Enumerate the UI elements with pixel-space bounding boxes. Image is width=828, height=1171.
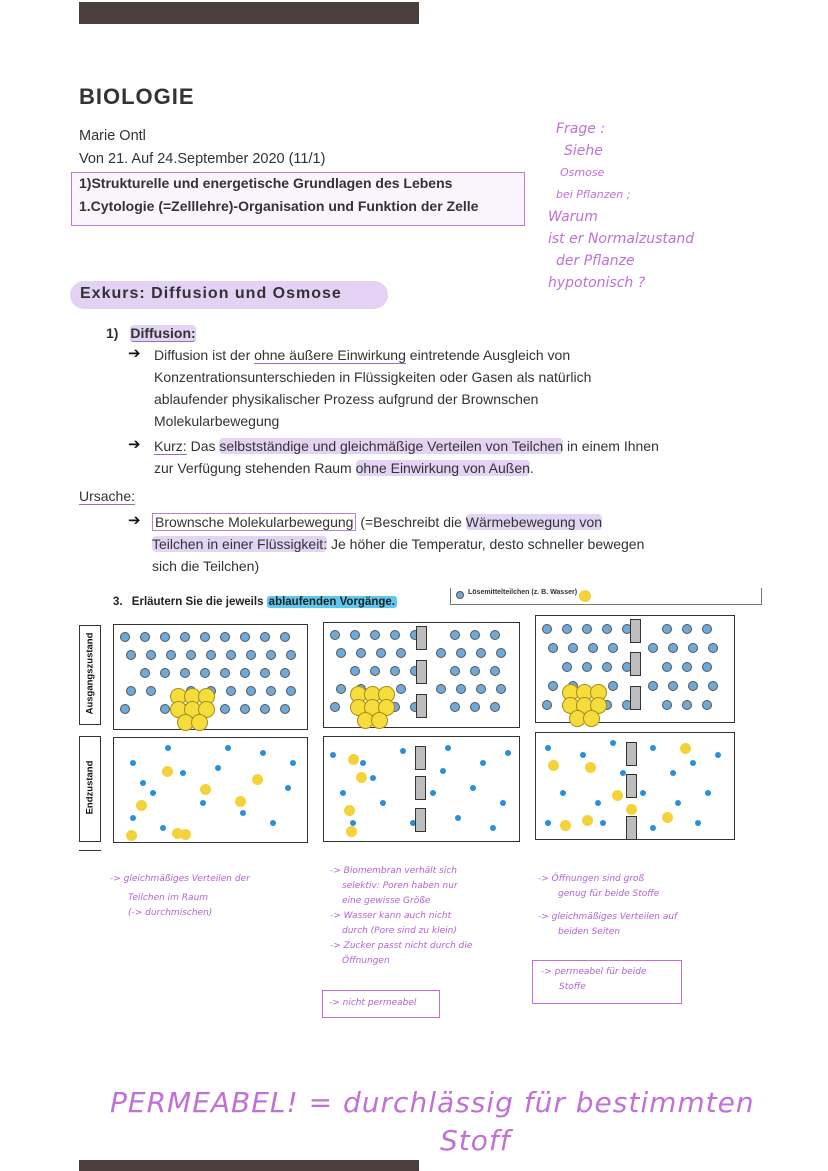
topic-line-2: 1.Cytologie (=Zelllehre)-Organisation und Funktion der Zelle — [79, 198, 479, 214]
solvent-particle — [496, 648, 506, 658]
solvent-particle — [370, 775, 376, 781]
membrane-segment — [416, 660, 427, 684]
diffusion-short — [154, 435, 774, 479]
side-note-line: ist er Normalzustand — [548, 231, 695, 247]
list-number: 1) — [106, 325, 119, 341]
solvent-particle — [608, 643, 618, 653]
highlight-text: Wärmebewegung von — [465, 514, 602, 530]
solvent-particle — [266, 650, 276, 660]
legend-text: Lösemittelteilchen (z. B. Wasser) — [468, 589, 578, 596]
solvent-particle — [286, 686, 296, 696]
side-note-line: hypotonisch ? — [548, 275, 646, 291]
divider — [79, 850, 101, 851]
task-highlight: ablaufenden Vorgänge. — [268, 596, 395, 608]
solvent-particle — [496, 684, 506, 694]
solvent-particle — [165, 745, 171, 751]
solvent-particle — [246, 650, 256, 660]
footer-note-line-1: PERMEABEL! = durchlässig für bestimmten — [110, 1086, 755, 1119]
solvent-particle — [668, 681, 678, 691]
note-col-1 — [110, 872, 310, 921]
solvent-particle — [545, 745, 551, 751]
solvent-particle — [146, 686, 156, 696]
diffusion-definition — [154, 344, 754, 432]
solvent-particle — [445, 745, 451, 751]
solvent-particle — [490, 825, 496, 831]
sugar-particle — [585, 762, 596, 773]
solvent-particle — [490, 630, 500, 640]
sugar-particle — [348, 754, 359, 765]
solvent-particle — [682, 662, 692, 672]
solvent-particle — [266, 686, 276, 696]
solvent-particle — [380, 800, 386, 806]
solvent-particle — [160, 704, 170, 714]
highlight-text: ohne Einwirkung von Außen — [355, 460, 530, 476]
text: Molekularbewegung — [154, 413, 280, 429]
solvent-particle — [450, 702, 460, 712]
sugar-particle — [582, 815, 593, 826]
solvent-particle — [548, 643, 558, 653]
sugar-particle — [346, 826, 357, 837]
text: (=Beschreibt die — [356, 514, 466, 530]
side-note — [548, 118, 694, 294]
solvent-particle — [650, 745, 656, 751]
solvent-particle — [476, 648, 486, 658]
note-line: genug für beide Stoffe — [558, 889, 660, 899]
sugar-particle — [136, 800, 147, 811]
solvent-particle — [562, 662, 572, 672]
solvent-particle — [370, 630, 380, 640]
solvent-particle — [370, 666, 380, 676]
arrow-icon: ➔ — [128, 345, 141, 362]
note-line: eine gewisse Größe — [342, 896, 431, 906]
solvent-particle — [400, 748, 406, 754]
solvent-particle — [130, 760, 136, 766]
solvent-particle — [396, 648, 406, 658]
note-line: -> Biomembran verhält sich — [330, 866, 457, 876]
side-note-line: Siehe — [564, 143, 603, 159]
text: eintretende Ausgleich von — [405, 347, 571, 363]
solvent-particle — [350, 666, 360, 676]
sugar-particle — [560, 820, 571, 831]
solvent-particle — [562, 624, 572, 634]
note-box-col-2 — [322, 990, 440, 1018]
solvent-particle — [548, 681, 558, 691]
label-box — [79, 736, 101, 842]
page-title: BIOLOGIE — [79, 84, 195, 109]
ursache-text-block — [152, 511, 772, 577]
note-line: beiden Seiten — [558, 927, 621, 937]
note-box-col-3 — [532, 960, 682, 1004]
arrow-icon: ➔ — [128, 436, 141, 453]
solvent-particle — [220, 668, 230, 678]
note-line: Stoffe — [559, 982, 586, 992]
sugar-particle — [235, 796, 246, 807]
solvent-particle — [200, 668, 210, 678]
solvent-particle — [702, 662, 712, 672]
solvent-particle — [130, 815, 136, 821]
membrane-segment — [415, 776, 426, 800]
membrane-segment — [630, 686, 641, 710]
solvent-particle — [336, 684, 346, 694]
note-line: durch (Pore sind zu klein) — [342, 926, 457, 936]
solvent-particle — [140, 632, 150, 642]
solvent-particle — [480, 760, 486, 766]
solvent-particle — [280, 668, 290, 678]
solvent-particle — [662, 662, 672, 672]
text: ablaufender physikalischer Prozess aufgrund der Brownschen — [154, 391, 539, 407]
diffusion-title: Diffusion: — [130, 325, 196, 341]
solvent-particle — [215, 765, 221, 771]
solvent-particle — [225, 745, 231, 751]
solvent-particle — [280, 704, 290, 714]
solvent-particle — [470, 666, 480, 676]
solvent-particle — [705, 790, 711, 796]
solvent-particle — [542, 700, 552, 710]
note-line: (-> durchmischen) — [128, 908, 213, 918]
solvent-particle — [470, 630, 480, 640]
text: zur Verfügung stehenden Raum — [154, 460, 356, 476]
sugar-particle — [626, 804, 637, 815]
solvent-particle — [470, 702, 480, 712]
note-line: -> permeabel für beide — [541, 967, 647, 977]
note-line: -> Öffnungen sind groß — [538, 874, 645, 884]
solvent-particle — [455, 815, 461, 821]
solvent-particle — [690, 760, 696, 766]
solvent-particle — [560, 790, 566, 796]
text: Diffusion ist der — [154, 347, 255, 363]
solvent-particle — [588, 643, 598, 653]
sugar-particle — [612, 790, 623, 801]
note-line: -> nicht permeabel — [329, 998, 417, 1008]
solvent-particle — [695, 820, 701, 826]
solvent-particle — [160, 825, 166, 831]
solvent-particle — [476, 684, 486, 694]
solvent-particle — [200, 800, 206, 806]
solvent-particle — [436, 648, 446, 658]
solvent-particle — [220, 632, 230, 642]
solvent-particle — [682, 700, 692, 710]
solvent-particle — [436, 684, 446, 694]
row-label-start: Ausgangszustand — [84, 632, 96, 715]
task-text: Erläutern Sie die jeweils — [131, 596, 267, 608]
side-note-line: bei Pflanzen ; — [556, 188, 631, 201]
solvent-particle — [650, 825, 656, 831]
solvent-particle — [146, 650, 156, 660]
note-line: -> gleichmäßiges Verteilen der — [110, 874, 250, 884]
solvent-particle — [608, 681, 618, 691]
solvent-particle — [456, 648, 466, 658]
solvent-particle — [450, 666, 460, 676]
solvent-particle — [330, 702, 340, 712]
label-box — [79, 625, 101, 725]
diffusion-heading — [106, 322, 196, 344]
solvent-particle — [180, 668, 190, 678]
text: sich die Teilchen) — [152, 558, 260, 574]
sugar-particle — [191, 714, 208, 731]
solvent-particle — [708, 643, 718, 653]
sugar-particle — [180, 829, 191, 840]
solvent-legend-dot — [456, 591, 464, 599]
solvent-particle — [336, 648, 346, 658]
solvent-particle — [290, 760, 296, 766]
top-bar — [79, 2, 419, 24]
membrane-segment — [415, 746, 426, 770]
figure-task — [113, 596, 397, 608]
sugar-particle — [371, 712, 388, 729]
solvent-particle — [200, 632, 210, 642]
solvent-particle — [568, 643, 578, 653]
sugar-particle — [548, 760, 559, 771]
note-line: Teilchen im Raum — [128, 893, 209, 903]
solvent-particle — [595, 800, 601, 806]
text: Konzentrationsunterschieden in Flüssigkeiten oder Gasen als natürlich — [154, 369, 592, 385]
section-title: Exkurs: Diffusion und Osmose — [80, 285, 342, 302]
legend-box — [450, 588, 762, 605]
solvent-particle — [350, 630, 360, 640]
solvent-particle — [186, 650, 196, 660]
author: Marie Ontl — [79, 128, 146, 144]
task-number: 3. — [113, 596, 123, 608]
highlight-text: selbstständige und gleichmäßige Verteilen von Teilchen — [219, 438, 564, 454]
sugar-particle — [356, 772, 367, 783]
solvent-particle — [396, 684, 406, 694]
solvent-particle — [470, 785, 476, 791]
solvent-particle — [220, 704, 230, 714]
date: Von 21. Auf 24.September 2020 (11/1) — [79, 151, 326, 167]
solvent-particle — [708, 681, 718, 691]
text: Je höher die Temperatur, desto schneller bewegen — [327, 536, 645, 552]
membrane-segment — [416, 626, 427, 650]
boxed-term: Brownsche Molekularbewegung — [152, 513, 356, 531]
solvent-particle — [662, 700, 672, 710]
sugar-particle — [662, 812, 673, 823]
solvent-particle — [340, 790, 346, 796]
sugar-particle — [162, 766, 173, 777]
solvent-particle — [688, 643, 698, 653]
solvent-particle — [140, 780, 146, 786]
sugar-particle — [680, 743, 691, 754]
solvent-particle — [670, 770, 676, 776]
solvent-particle — [280, 632, 290, 642]
solvent-particle — [376, 648, 386, 658]
solvent-particle — [330, 630, 340, 640]
solvent-particle — [580, 752, 586, 758]
solvent-particle — [600, 820, 606, 826]
solvent-particle — [260, 668, 270, 678]
solvent-particle — [270, 820, 276, 826]
solvent-particle — [688, 681, 698, 691]
solvent-particle — [206, 650, 216, 660]
solvent-particle — [390, 666, 400, 676]
solvent-particle — [286, 650, 296, 660]
solvent-particle — [490, 702, 500, 712]
sugar-particle — [583, 710, 600, 727]
note-line: -> gleichmäßiges Verteilen auf — [538, 912, 678, 922]
solvent-particle — [120, 632, 130, 642]
solvent-particle — [702, 624, 712, 634]
solvent-particle — [180, 770, 186, 776]
solvent-particle — [240, 704, 250, 714]
kurz-label: Kurz: — [154, 438, 187, 454]
solvent-particle — [582, 662, 592, 672]
solvent-particle — [456, 684, 466, 694]
membrane-segment — [416, 694, 427, 718]
text: . — [529, 460, 534, 476]
side-note-line: Frage : — [556, 121, 606, 137]
sugar-particle — [200, 784, 211, 795]
solvent-particle — [260, 704, 270, 714]
solvent-particle — [226, 686, 236, 696]
solvent-particle — [126, 650, 136, 660]
membrane-segment — [415, 808, 426, 832]
highlight-text: Teilchen in einer Flüssigkeit: — [152, 536, 328, 552]
solvent-particle — [430, 790, 436, 796]
note-col-3 — [538, 872, 718, 940]
arrow-icon: ➔ — [128, 512, 141, 529]
solvent-particle — [675, 800, 681, 806]
sugar-legend-dot — [579, 590, 591, 602]
solvent-particle — [490, 666, 500, 676]
solvent-particle — [582, 624, 592, 634]
underlined-text: ohne äußere Einwirkung — [254, 347, 406, 363]
solvent-particle — [545, 820, 551, 826]
membrane-segment — [626, 774, 637, 798]
side-note-line: Warum — [548, 209, 598, 225]
side-note-line: der Pflanze — [556, 253, 635, 269]
solvent-particle — [240, 632, 250, 642]
solvent-particle — [330, 752, 336, 758]
text: Das — [186, 438, 220, 454]
solvent-particle — [240, 810, 246, 816]
solvent-particle — [360, 760, 366, 766]
note-line: -> Wasser kann auch nicht — [330, 911, 452, 921]
text: in einem Ihnen — [563, 438, 659, 454]
solvent-particle — [356, 648, 366, 658]
note-line: Öffnungen — [342, 956, 390, 966]
footer-note-line-2: Stoff — [440, 1124, 511, 1157]
solvent-particle — [126, 686, 136, 696]
solvent-particle — [260, 632, 270, 642]
membrane-segment — [626, 816, 637, 840]
solvent-particle — [648, 681, 658, 691]
sugar-particle — [344, 805, 355, 816]
solvent-particle — [246, 686, 256, 696]
solvent-particle — [166, 650, 176, 660]
solvent-particle — [160, 632, 170, 642]
row-label-end: Endzustand — [84, 760, 96, 815]
solvent-particle — [602, 662, 612, 672]
solvent-particle — [240, 668, 250, 678]
solvent-particle — [150, 790, 156, 796]
solvent-particle — [715, 752, 721, 758]
solvent-particle — [226, 650, 236, 660]
topic-line-1: 1)Strukturelle und energetische Grundlagen des Lebens — [79, 175, 453, 191]
solvent-particle — [120, 704, 130, 714]
solvent-particle — [682, 624, 692, 634]
solvent-particle — [285, 785, 291, 791]
solvent-particle — [610, 740, 616, 746]
bottom-bar — [79, 1160, 419, 1171]
sugar-particle — [252, 774, 263, 785]
side-note-line: Osmose — [560, 166, 605, 179]
membrane-segment — [630, 619, 641, 643]
solvent-particle — [500, 800, 506, 806]
membrane-segment — [630, 652, 641, 676]
membrane-segment — [626, 742, 637, 766]
solvent-particle — [180, 632, 190, 642]
solvent-particle — [260, 750, 266, 756]
solvent-particle — [140, 668, 150, 678]
ursache-label — [79, 485, 135, 507]
solvent-particle — [602, 624, 612, 634]
note-line: -> Zucker passt nicht durch die — [330, 941, 473, 951]
solvent-particle — [505, 750, 511, 756]
solvent-particle — [542, 624, 552, 634]
solvent-particle — [662, 624, 672, 634]
solvent-particle — [450, 630, 460, 640]
solvent-particle — [390, 630, 400, 640]
solvent-particle — [640, 790, 646, 796]
ursache-text: Ursache: — [79, 488, 136, 504]
solvent-particle — [702, 700, 712, 710]
solvent-particle — [160, 668, 170, 678]
solvent-particle — [648, 643, 658, 653]
solvent-particle — [440, 768, 446, 774]
note-col-2 — [330, 864, 510, 969]
note-line: selektiv: Poren haben nur — [342, 881, 458, 891]
solvent-particle — [668, 643, 678, 653]
sugar-particle — [126, 830, 137, 841]
